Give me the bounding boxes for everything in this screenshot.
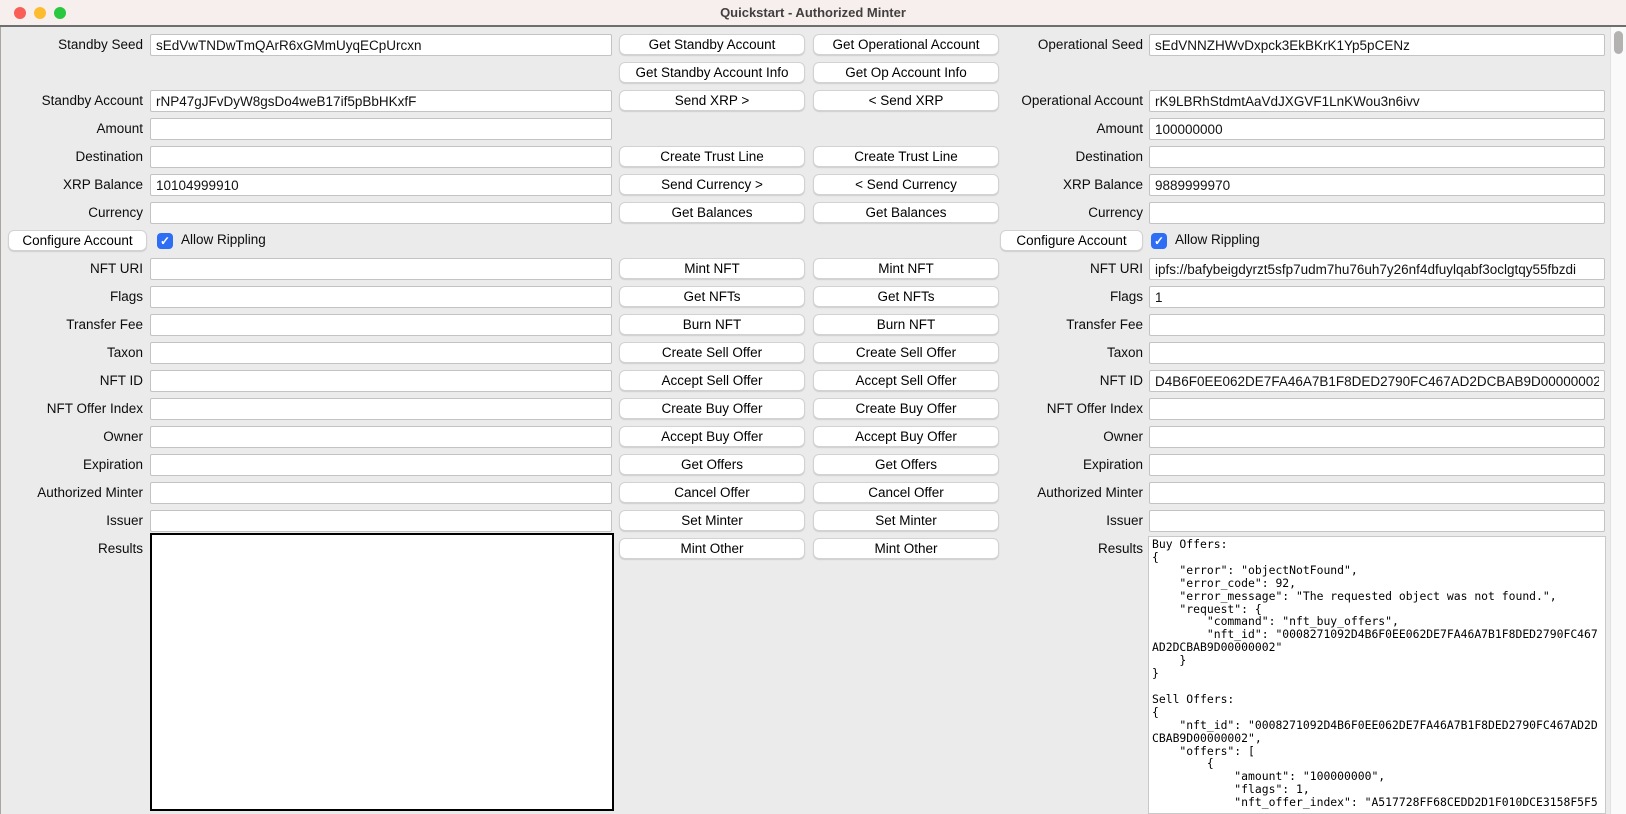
operational-seed-input[interactable] bbox=[1149, 34, 1605, 56]
operational-allow-rippling-checkbox[interactable] bbox=[1151, 233, 1167, 249]
get-operational-account-button[interactable]: Get Operational Account bbox=[813, 34, 999, 55]
operational-expiration-input[interactable] bbox=[1149, 454, 1605, 476]
standby-nft-uri-input[interactable] bbox=[150, 258, 612, 280]
main-content bbox=[0, 27, 1626, 814]
standby-nft-uri-label: NFT URI bbox=[90, 261, 143, 276]
accept-buy-offer-standby-button[interactable]: Accept Buy Offer bbox=[619, 426, 805, 447]
mint-nft-operational-button[interactable]: Mint NFT bbox=[813, 258, 999, 279]
accept-buy-offer-operational-button[interactable]: Accept Buy Offer bbox=[813, 426, 999, 447]
send-xrp-operational-button[interactable]: < Send XRP bbox=[813, 90, 999, 111]
create-trust-line-standby-button[interactable]: Create Trust Line bbox=[619, 146, 805, 167]
standby-owner-label: Owner bbox=[103, 429, 143, 444]
operational-expiration-label: Expiration bbox=[1082, 457, 1143, 472]
operational-nft-id-input[interactable] bbox=[1149, 370, 1605, 392]
mint-other-standby-button[interactable]: Mint Other bbox=[619, 538, 805, 559]
operational-account-label: Operational Account bbox=[1021, 93, 1143, 108]
standby-authorized-minter-label: Authorized Minter bbox=[37, 485, 143, 500]
operational-authorized-minter-label: Authorized Minter bbox=[1037, 485, 1143, 500]
get-op-account-info-button[interactable]: Get Op Account Info bbox=[813, 62, 999, 83]
operational-account-input[interactable] bbox=[1149, 90, 1605, 112]
standby-seed-label: Standby Seed bbox=[58, 37, 143, 52]
create-buy-offer-operational-button[interactable]: Create Buy Offer bbox=[813, 398, 999, 419]
standby-owner-input[interactable] bbox=[150, 426, 612, 448]
standby-nft-offer-index-label: NFT Offer Index bbox=[46, 401, 143, 416]
standby-destination-input[interactable] bbox=[150, 146, 612, 168]
standby-flags-input[interactable] bbox=[150, 286, 612, 308]
get-standby-account-info-button[interactable]: Get Standby Account Info bbox=[619, 62, 805, 83]
operational-seed-label: Operational Seed bbox=[1037, 37, 1143, 52]
operational-flags-label: Flags bbox=[1109, 289, 1143, 304]
operational-allow-rippling-label: Allow Rippling bbox=[1175, 232, 1260, 247]
get-offers-standby-button[interactable]: Get Offers bbox=[619, 454, 805, 475]
standby-destination-label: Destination bbox=[75, 149, 143, 164]
operational-currency-label: Currency bbox=[1088, 205, 1143, 220]
set-minter-operational-button[interactable]: Set Minter bbox=[813, 510, 999, 531]
operational-amount-input[interactable] bbox=[1149, 118, 1605, 140]
create-buy-offer-standby-button[interactable]: Create Buy Offer bbox=[619, 398, 805, 419]
standby-nft-id-input[interactable] bbox=[150, 370, 612, 392]
mint-other-operational-button[interactable]: Mint Other bbox=[813, 538, 999, 559]
operational-results-textarea[interactable] bbox=[1148, 536, 1606, 814]
accept-sell-offer-standby-button[interactable]: Accept Sell Offer bbox=[619, 370, 805, 391]
standby-seed-input[interactable] bbox=[150, 34, 612, 56]
operational-authorized-minter-input[interactable] bbox=[1149, 482, 1605, 504]
create-sell-offer-standby-button[interactable]: Create Sell Offer bbox=[619, 342, 805, 363]
standby-expiration-input[interactable] bbox=[150, 454, 612, 476]
standby-results-label: Results bbox=[97, 541, 143, 556]
operational-issuer-input[interactable] bbox=[1149, 510, 1605, 532]
cancel-offer-standby-button[interactable]: Cancel Offer bbox=[619, 482, 805, 503]
standby-allow-rippling-label: Allow Rippling bbox=[181, 232, 266, 247]
get-balances-standby-button[interactable]: Get Balances bbox=[619, 202, 805, 223]
operational-owner-input[interactable] bbox=[1149, 426, 1605, 448]
standby-transfer-fee-label: Transfer Fee bbox=[66, 317, 143, 332]
operational-taxon-input[interactable] bbox=[1149, 342, 1605, 364]
accept-sell-offer-operational-button[interactable]: Accept Sell Offer bbox=[813, 370, 999, 391]
standby-allow-rippling-checkbox[interactable] bbox=[157, 233, 173, 249]
vertical-scrollbar[interactable] bbox=[1610, 27, 1626, 814]
operational-results-label: Results bbox=[1097, 541, 1143, 556]
standby-issuer-input[interactable] bbox=[150, 510, 612, 532]
get-standby-account-button[interactable]: Get Standby Account bbox=[619, 34, 805, 55]
standby-expiration-label: Expiration bbox=[82, 457, 143, 472]
standby-taxon-label: Taxon bbox=[106, 345, 143, 360]
standby-results-textarea[interactable] bbox=[150, 533, 614, 811]
standby-xrp-balance-label: XRP Balance bbox=[62, 177, 143, 192]
operational-flags-input[interactable] bbox=[1149, 286, 1605, 308]
standby-configure-account-button[interactable]: Configure Account bbox=[8, 230, 147, 251]
operational-destination-input[interactable] bbox=[1149, 146, 1605, 168]
operational-issuer-label: Issuer bbox=[1106, 513, 1143, 528]
burn-nft-operational-button[interactable]: Burn NFT bbox=[813, 314, 999, 335]
mint-nft-standby-button[interactable]: Mint NFT bbox=[619, 258, 805, 279]
window-title: Quickstart - Authorized Minter bbox=[720, 5, 906, 20]
operational-destination-label: Destination bbox=[1075, 149, 1143, 164]
operational-transfer-fee-label: Transfer Fee bbox=[1066, 317, 1143, 332]
standby-authorized-minter-input[interactable] bbox=[150, 482, 612, 504]
operational-nft-uri-label: NFT URI bbox=[1090, 261, 1143, 276]
scrollbar-thumb[interactable] bbox=[1614, 31, 1623, 54]
standby-nft-id-label: NFT ID bbox=[99, 373, 143, 388]
standby-currency-input[interactable] bbox=[150, 202, 612, 224]
get-nfts-operational-button[interactable]: Get NFTs bbox=[813, 286, 999, 307]
operational-transfer-fee-input[interactable] bbox=[1149, 314, 1605, 336]
operational-taxon-label: Taxon bbox=[1106, 345, 1143, 360]
create-sell-offer-operational-button[interactable]: Create Sell Offer bbox=[813, 342, 999, 363]
standby-account-input[interactable] bbox=[150, 90, 612, 112]
get-nfts-standby-button[interactable]: Get NFTs bbox=[619, 286, 805, 307]
operational-xrp-balance-input[interactable] bbox=[1149, 174, 1605, 196]
standby-taxon-input[interactable] bbox=[150, 342, 612, 364]
standby-nft-offer-index-input[interactable] bbox=[150, 398, 612, 420]
standby-issuer-label: Issuer bbox=[106, 513, 143, 528]
operational-nft-id-label: NFT ID bbox=[1099, 373, 1143, 388]
standby-amount-label: Amount bbox=[96, 121, 143, 136]
standby-amount-input[interactable] bbox=[150, 118, 612, 140]
titlebar bbox=[0, 0, 1626, 27]
operational-nft-offer-index-label: NFT Offer Index bbox=[1046, 401, 1143, 416]
operational-amount-label: Amount bbox=[1096, 121, 1143, 136]
operational-nft-uri-input[interactable] bbox=[1149, 258, 1605, 280]
standby-account-label: Standby Account bbox=[41, 93, 143, 108]
send-xrp-standby-button[interactable]: Send XRP > bbox=[619, 90, 805, 111]
standby-transfer-fee-input[interactable] bbox=[150, 314, 612, 336]
set-minter-standby-button[interactable]: Set Minter bbox=[619, 510, 805, 531]
send-currency-standby-button[interactable]: Send Currency > bbox=[619, 174, 805, 195]
operational-currency-input[interactable] bbox=[1149, 202, 1605, 224]
standby-currency-label: Currency bbox=[88, 205, 143, 220]
get-balances-operational-button[interactable]: Get Balances bbox=[813, 202, 999, 223]
operational-nft-offer-index-input[interactable] bbox=[1149, 398, 1605, 420]
operational-xrp-balance-label: XRP Balance bbox=[1062, 177, 1143, 192]
send-currency-operational-button[interactable]: < Send Currency bbox=[813, 174, 999, 195]
operational-owner-label: Owner bbox=[1103, 429, 1143, 444]
standby-flags-label: Flags bbox=[109, 289, 143, 304]
standby-xrp-balance-input[interactable] bbox=[150, 174, 612, 196]
cancel-offer-operational-button[interactable]: Cancel Offer bbox=[813, 482, 999, 503]
create-trust-line-operational-button[interactable]: Create Trust Line bbox=[813, 146, 999, 167]
burn-nft-standby-button[interactable]: Burn NFT bbox=[619, 314, 805, 335]
get-offers-operational-button[interactable]: Get Offers bbox=[813, 454, 999, 475]
operational-configure-account-button[interactable]: Configure Account bbox=[1000, 230, 1143, 251]
